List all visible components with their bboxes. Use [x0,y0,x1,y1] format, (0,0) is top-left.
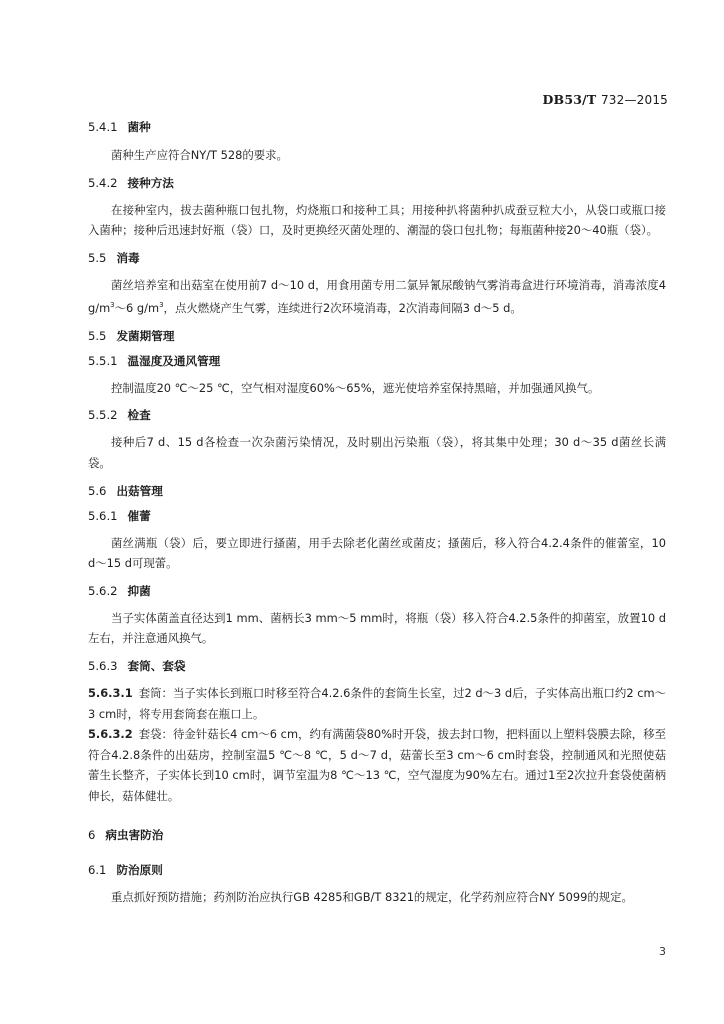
superscript: 3 [159,301,164,310]
paragraph-5-5-disinfection [88,275,666,319]
standard-code-number: 732—2015 [600,93,668,107]
standard-code-prefix: DB53/T [542,92,597,107]
heading-6 [88,826,666,845]
clause-text: 套袋：待金针菇长4 cm～6 cm，约有满菌袋80%时开袋，拔去封口物，把料面以上塑料袋膜去除，移至符合4.2.8条件的出菇房，控制室温5 ℃～8 ℃，5 d～7 d，菇蕾长至3 cm～6 cm时套袋，控制通风和光照使菇蕾生长整齐，子实体长到10 cm时，调节室温为8 ℃～13 ℃，空气湿度为90%左右。通过1至2次拉升套袋使菌柄伸长，菇体健壮。 [88,727,666,803]
page-number: 3 [659,945,666,958]
heading-number: 6.1 [88,863,107,878]
heading-number: 5.6.2 [88,583,118,598]
clause-number: 5.6.3.2 [88,727,133,742]
heading-5-6-3 [88,657,666,676]
text-run: ，点火燃烧产生气雾，连续进行2次环境消毒，2次消毒间隔3 d～5 d。 [163,301,522,316]
heading-title: 抑菌 [127,583,151,598]
text-run: 菌丝培养室和出菇室在使用前7 d～10 d，用食用菌专用二氯异氰尿酸钠气雾消毒盒进行环境消毒，消毒浓度4 g/m [88,277,666,316]
heading-number: 6 [88,828,96,843]
document-body [88,118,666,908]
heading-title: 病虫害防治 [105,828,164,843]
clause-text: 套筒：当子实体长到瓶口时移至符合4.2.6条件的套筒生长室，过2 d～3 d后，子实体高出瓶口约2 cm～3 cm时，将专用套筒套在瓶口上。 [88,685,666,721]
heading-5-5-disinfection [88,249,666,268]
heading-number: 5.4.2 [88,175,118,190]
heading-title: 接种方法 [127,175,174,190]
heading-title: 套筒、套袋 [127,658,186,673]
text-run: ～6 g/m [114,301,160,316]
clause-number: 5.6.3.1 [88,685,133,700]
superscript: 3 [110,301,115,310]
heading-number: 5.5.1 [88,353,118,368]
heading-number: 5.5 [88,328,107,343]
heading-title: 温湿度及通风管理 [127,353,221,368]
heading-number: 5.4.1 [88,120,118,134]
heading-number: 5.6.1 [88,508,118,523]
heading-number: 5.6.3 [88,658,118,673]
heading-5-5-2 [88,406,666,425]
paragraph-6-1: 重点抓好预防措施；药剂防治应执行GB 4285和GB/T 8321的规定，化学药剂应符合NY 5099的规定。 [111,890,633,905]
heading-title: 出菇管理 [116,483,163,498]
heading-5-5-spawn-management [88,327,666,346]
heading-5-5-1 [88,352,666,371]
paragraph-5-6-3-2 [88,724,666,806]
heading-5-4-2 [88,174,666,193]
heading-title: 防治原则 [116,863,163,878]
paragraph-5-6-2: 当子实体菌盖直径达到1 mm、菌柄长3 mm～5 mm时，将瓶（袋）移入符合4.2.5条件的抑菌室，放置10 d左右，并注意通风换气。 [88,610,666,646]
heading-title: 检查 [127,408,151,423]
heading-title: 发菌期管理 [116,328,175,343]
heading-number: 5.6 [88,483,107,498]
heading-title: 催蕾 [127,508,151,523]
heading-title: 消毒 [116,250,140,265]
paragraph-5-4-1: 菌种生产应符合NY/T 528的要求。 [111,148,288,162]
heading-5-6 [88,482,666,501]
paragraph-5-6-3-1 [88,683,666,724]
heading-number: 5.5.2 [88,408,118,423]
paragraph-5-6-1: 菌丝满瓶（袋）后，要立即进行搔菌，用手去除老化菌丝或菌皮；搔菌后，移入符合4.2.4条件的催蕾室，10 d～15 d可现蕾。 [88,535,666,571]
heading-title: 菌种 [127,120,151,134]
heading-5-4-1 [88,118,666,137]
standard-code [543,92,668,107]
heading-5-6-1 [88,507,666,526]
heading-5-6-2 [88,582,666,601]
heading-6-1 [88,861,666,880]
paragraph-5-4-2: 在接种室内，拔去菌种瓶口包扎物，灼烧瓶口和接种工具；用接种扒将菌种扒成蚕豆粒大小，从袋口或瓶口接入菌种；接种后迅速封好瓶（袋）口，及时更换经灭菌处理的、潮湿的袋口包扎物；每瓶菌种接20～40瓶（袋）。 [88,202,666,238]
paragraph-5-5-1: 控制温度20 ℃～25 ℃，空气相对湿度60%～65%，遮光使培养室保持黑暗，并加强通风换气。 [111,380,600,395]
heading-number: 5.5 [88,250,107,265]
paragraph-5-5-2: 接种后7 d、15 d各检查一次杂菌污染情况，及时剔出污染瓶（袋），将其集中处理；30 d～35 d菌丝长满袋。 [88,435,666,470]
